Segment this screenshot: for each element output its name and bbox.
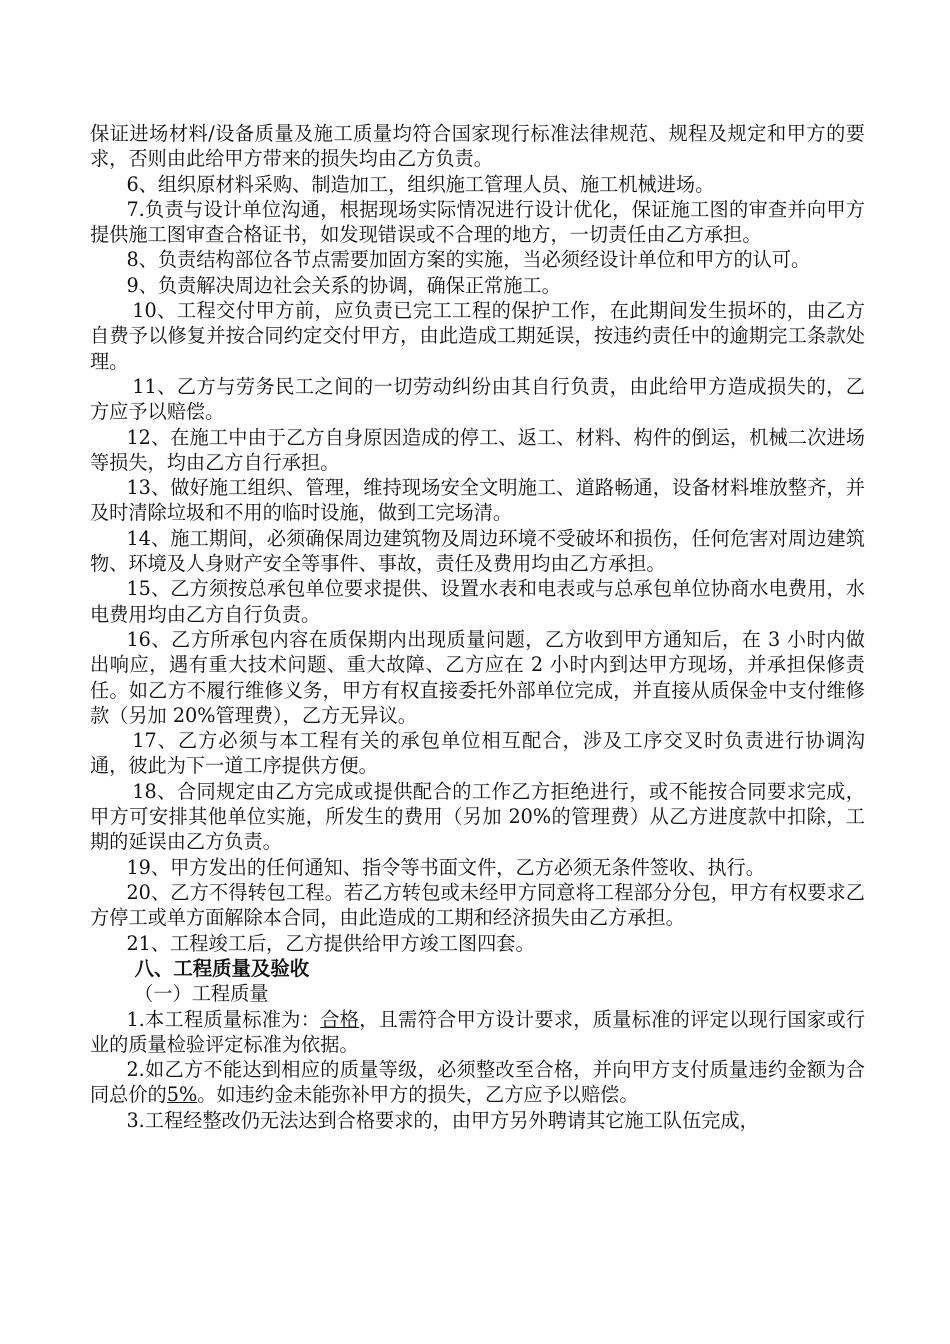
clause-14: 14、施工期间，必须确保周边建筑物及周边环境不受破坏和损伤，任何危害对周边建筑物、环境及人身财产安全等事件、事故，责任及费用均由乙方承担。 [90, 526, 865, 576]
penalty-rate-value: 5% [166, 1083, 198, 1107]
section-heading: 八、工程质量及验收 [134, 956, 310, 980]
quality-standard-value: 合格 [320, 1007, 360, 1031]
clause-17: 17、乙方必须与本工程有关的承包单位相互配合，涉及工序交叉时负责进行协调沟通，彼此为下一道工序提供方便。 [90, 729, 865, 778]
quality-clause-2-text: 2.如乙方不能达到相应的质量等级，必须整改至合格，并向甲方支付质量违约金额为合同总价的 [90, 1058, 865, 1107]
clause-12: 12、在施工中由于乙方自身原因造成的停工、返工、材料、构件的倒运，机械二次进场等损失，均由乙方自行承担。 [90, 425, 865, 474]
quality-clause-1-text: 1.本工程质量标准为： [126, 1007, 321, 1031]
clause-6: 6、组织原材料采购、制造加工，组织施工管理人员、施工机械进场。 [126, 172, 715, 196]
clause-19: 19、甲方发出的任何通知、指令等书面文件，乙方必须无条件签收、执行。 [126, 855, 765, 879]
quality-clause-2-rest: 。如违约金未能弥补甲方的损失，乙方应予以赔偿。 [197, 1083, 639, 1107]
clause-21: 21、工程竣工后，乙方提供给甲方竣工图四套。 [126, 931, 535, 955]
quality-clause-2 [90, 1057, 865, 1108]
subsection-title: （一）工程质量 [134, 982, 269, 1006]
clause-7: 7.负责与设计单位沟通，根据现场实际情况进行设计优化，保证施工图的审查并向甲方提供施工图审查合格证书，如发现错误或不合理的地方，一切责任由乙方承担。 [90, 197, 865, 247]
clause-15: 15、乙方须按总承包单位要求提供、设置水表和电表或与总承包单位协商水电费用，水电费用均由乙方自行负责。 [90, 577, 865, 626]
clause-10: 10、工程交付甲方前，应负责已完工工程的保护工作，在此期间发生损坏的，由乙方自费予以修复并按合同约定交付甲方，由此造成工期延误，按违约责任中的逾期完工条款处理。 [90, 299, 865, 373]
clause-11: 11、乙方与劳务民工之间的一切劳动纠纷由其自行负责，由此给甲方造成损失的，乙方应予以赔偿。 [90, 374, 865, 424]
quality-clause-1 [90, 1007, 865, 1058]
quality-clause-1-rest: ，且需符合甲方设计要求，质量标准的评定以现行国家或行业的质量检验评定标准为依据。 [90, 1007, 866, 1056]
contract-page [90, 121, 865, 1133]
clause-18: 18、合同规定由乙方完成或提供配合的工作乙方拒绝进行，或不能按合同要求完成，甲方可安排其他单位实施，所发生的费用（另加 20%的管理费）从乙方进度款中扣除，工期的延误由乙方负责。 [90, 779, 865, 854]
clause-13: 13、做好施工组织、管理，维持现场安全文明施工、道路畅通，设备材料堆放整齐，并及时清除垃圾和不用的临时设施，做到工完场清。 [90, 476, 865, 525]
quality-clause-3: 3.工程经整改仍无法达到合格要求的，由甲方另外聘请其它施工队伍完成， [126, 1108, 759, 1132]
clause-20: 20、乙方不得转包工程。若乙方转包或未经甲方同意将工程部分分包，甲方有权要求乙方停工或单方面解除本合同，由此造成的工期和经济损失由乙方承担。 [90, 880, 865, 930]
clause-9: 9、负责解决周边社会关系的协调，确保正常施工。 [126, 273, 561, 297]
clause-8: 8、负责结构部位各节点需要加固方案的实施，当必须经设计单位和甲方的认可。 [126, 248, 811, 272]
clause-16: 16、乙方所承包内容在质保期内出现质量问题，乙方收到甲方通知后，在 3 小时内做出响应，遇有重大技术问题、重大故障、乙方应在 2 小时内到达甲方现场，并承担保修责任。如乙方不履行维修义务，甲方有权直接委托外部单位完成，并直接从质保金中支付维修款（另加 20%管理费），乙方无异议。 [90, 627, 865, 727]
paragraph-continuation: 保证进场材料/设备质量及施工质量均符合国家现行标准法律规范、规程及规定和甲方的要求，否则由此给甲方带来的损失均由乙方负责。 [90, 122, 865, 171]
